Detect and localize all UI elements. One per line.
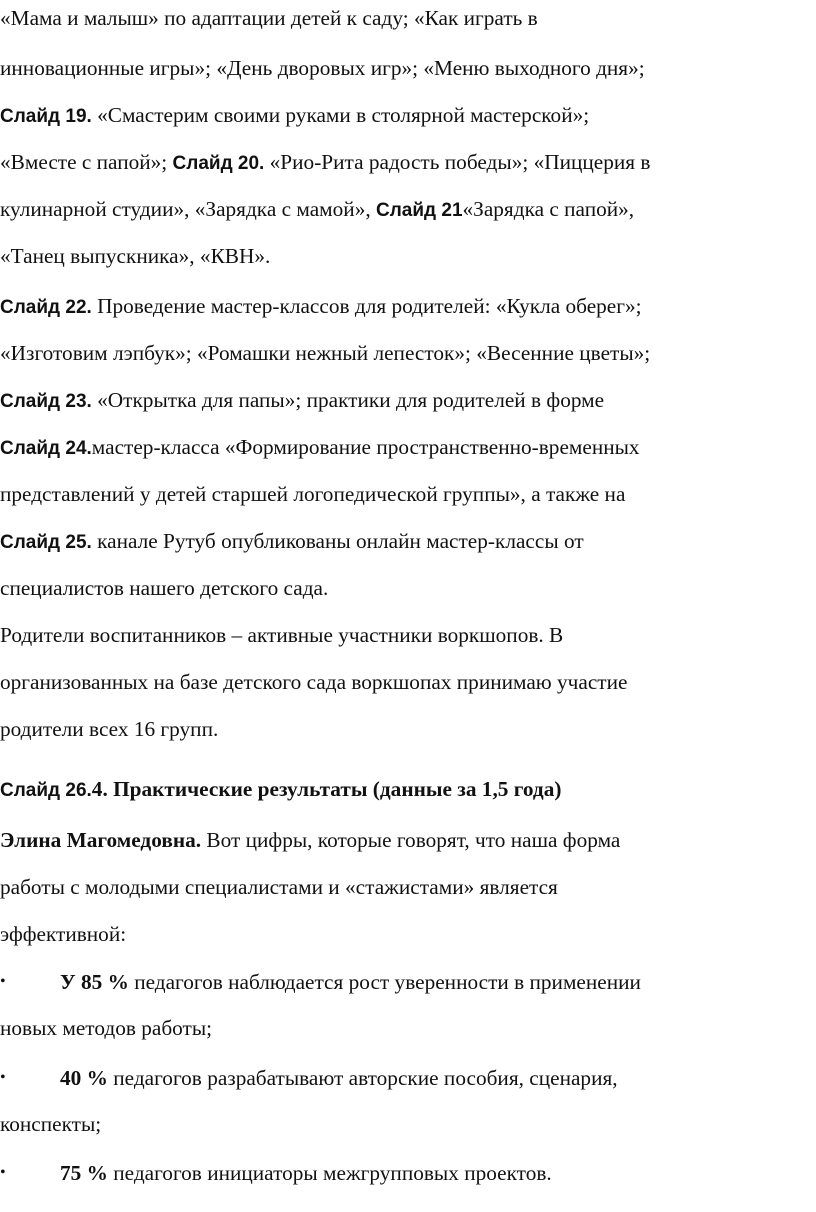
text-line (0, 1068, 618, 1089)
text-line (0, 437, 640, 458)
bold-text: Элина Магомедовна. (0, 828, 202, 852)
slide-label: Слайд 23. (0, 391, 92, 412)
text-run: «Смастерим своими руками в столярной мастерской»; (91, 103, 590, 127)
text-line (0, 779, 561, 800)
bullet-icon: • (0, 1164, 6, 1181)
text-line (0, 972, 641, 993)
text-line (0, 199, 634, 220)
slide-label: Слайд 25. (0, 532, 92, 553)
bold-text: 75 % (60, 1161, 108, 1185)
text-run: родители всех 16 групп. (0, 717, 219, 741)
text-line (0, 924, 126, 945)
text-run: работы с молодыми специалистами и «стажистами» является (0, 875, 558, 899)
text-line (0, 296, 642, 317)
text-run: «Зарядка с папой», (462, 197, 635, 221)
text-run: представлений у детей старшей логопедической группы», а также на (0, 482, 626, 506)
text-run: мастер-класса «Формирование пространственно-временных (91, 435, 640, 459)
text-line (0, 1163, 552, 1184)
text-run: Родители воспитанников – активные участники воркшопов. В (0, 623, 564, 647)
bold-text: 4. Практические результаты (данные за 1,5 года) (91, 777, 562, 801)
text-line (0, 105, 589, 126)
slide-label: Слайд 21 (376, 200, 463, 221)
text-line (0, 390, 604, 411)
text-run: специалистов нашего детского сада. (0, 576, 329, 600)
text-run: инновационные игры»; «День дворовых игр»; «Меню выходного дня»; (0, 56, 645, 80)
text-run: эффективной: (0, 922, 127, 946)
slide-label: Слайд 24. (0, 438, 92, 459)
text-line (0, 1018, 212, 1039)
text-run: «Вместе с папой»; (0, 150, 173, 174)
text-line (0, 246, 270, 267)
text-run: новых методов работы; (0, 1016, 213, 1040)
text-run: кулинарной студии», «Зарядка с мамой», (0, 197, 376, 221)
bullet-icon: • (0, 973, 6, 990)
text-line (0, 1114, 101, 1135)
slide-label: Слайд 20. (172, 153, 265, 174)
text-line (0, 830, 620, 851)
bullet-icon: • (0, 1069, 6, 1086)
text-line (0, 877, 558, 898)
bold-text: У 85 % (60, 970, 129, 994)
text-run: «Танец выпускника», «КВН». (0, 244, 271, 268)
slide-label: Слайд 22. (0, 297, 92, 318)
text-run: педагогов разрабатывают авторские пособия, сценария, (107, 1066, 618, 1090)
text-line (0, 343, 650, 364)
text-run: Проведение мастер-классов для родителей: «Кукла оберег»; (91, 294, 642, 318)
text-run: «Изготовим лэпбук»; «Ромашки нежный лепесток»; «Весенние цветы»; (0, 341, 651, 365)
bold-text: 40 % (60, 1066, 108, 1090)
text-line (0, 484, 625, 505)
text-line (0, 719, 218, 740)
slide-label: Слайд 26. (0, 780, 92, 801)
text-run: «Мама и малыш» по адаптации детей к саду; «Как играть в (0, 6, 538, 30)
text-run: педагогов инициаторы межгрупповых проектов. (107, 1161, 552, 1185)
text-run: педагогов наблюдается рост уверенности в применении (128, 970, 641, 994)
text-run: «Открытка для папы»; практики для родителей в форме (91, 388, 605, 412)
text-run: канале Рутуб опубликованы онлайн мастер-классы от (91, 529, 584, 553)
text-line (0, 672, 627, 693)
text-line (0, 531, 584, 552)
text-line (0, 8, 538, 29)
text-run: «Рио-Рита радость победы»; «Пиццерия в (264, 150, 651, 174)
text-run: конспекты; (0, 1112, 102, 1136)
text-line (0, 578, 328, 599)
slide-label: Слайд 19. (0, 106, 92, 127)
text-line (0, 58, 645, 79)
text-line (0, 152, 650, 173)
text-run: организованных на базе детского сада воркшопах принимаю участие (0, 670, 628, 694)
text-run: Вот цифры, которые говорят, что наша форма (201, 828, 621, 852)
text-line (0, 625, 563, 646)
